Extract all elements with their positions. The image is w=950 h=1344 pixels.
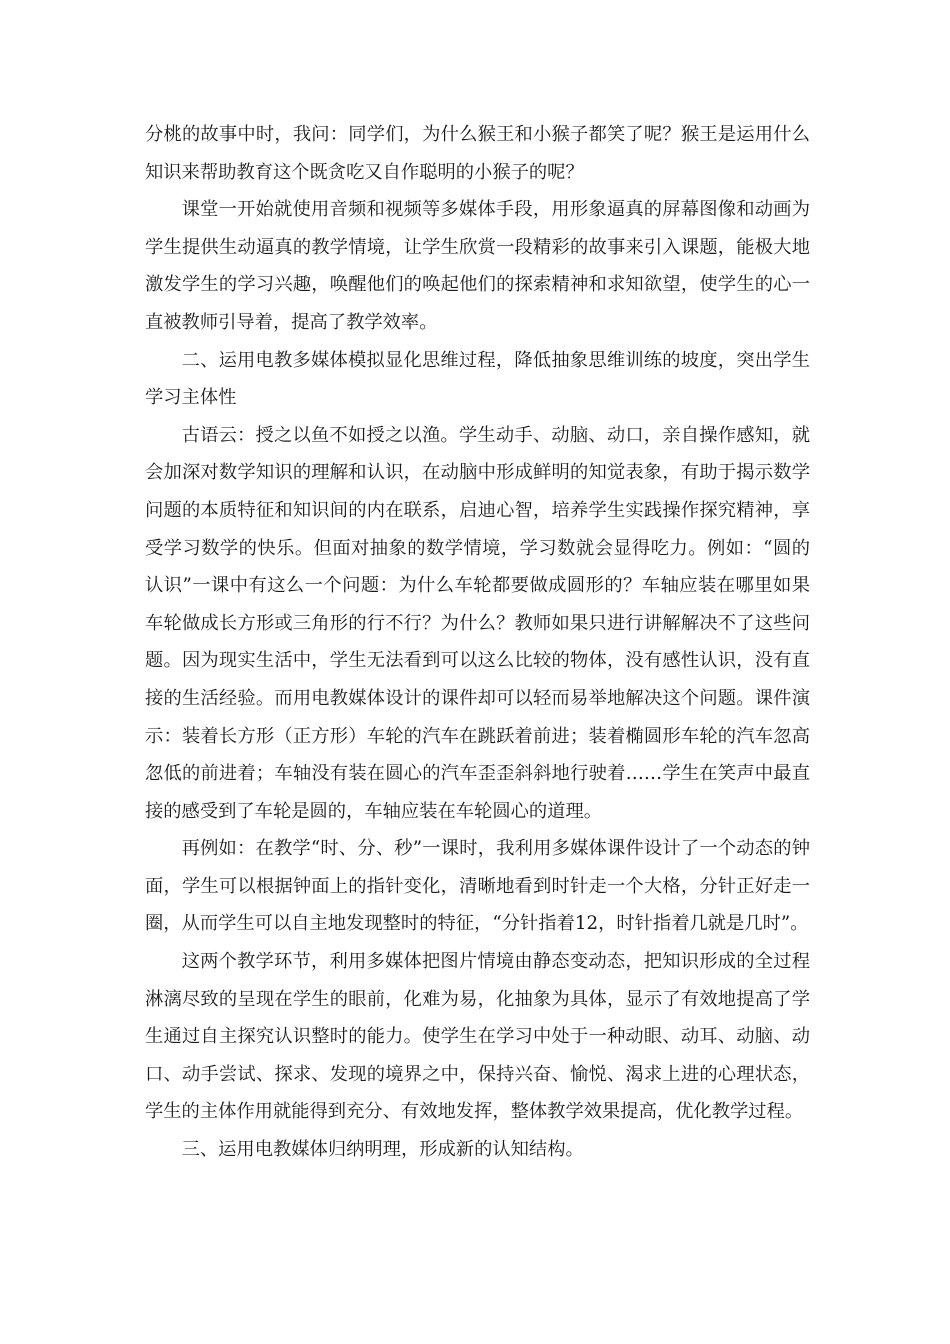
paragraph-summary: 这两个教学环节，利用多媒体把图片情境由静态变动态，把知识形成的全过程淋漓尽致的呈现在学生的眼前，化难为易，化抽象为具体，显示了有效地提高了学生通过自主探究认识整时的能力。使学生在学习中处于一种动眼、动耳、动脑、动口、动手尝试、探求、发现的境界之中，保持兴奋、愉悦、渴求上进的心理状态，学生的主体作用就能得到充分、有效地发挥，整体教学效果提高，优化教学过程。: [145, 951, 810, 1123]
section-heading-3: 三、运用电教媒体归纳明理，形成新的认知结构。: [181, 1139, 584, 1161]
paragraph-wheel-example: 古语云：授之以鱼不如授之以渔。学生动手、动脑、动口，亲自操作感知，就会加深对数学知识的理解和认识，在动脑中形成鲜明的知觉表象，有助于揭示数学问题的本质特征和知识间的内在联系，启迪心智，培养学生实践操作探究精神，享受学习数学的快乐。但面对抽象的数学情境，学习数就会显得吃力。例如：“圆的认识”一课中有这么一个问题：为什么车轮都要做成圆形的？车轴应装在哪里如果车轮做成长方形或三角形的行不行？为什么？教师如果只进行讲解解决不了这些问题。因为现实生活中，学生无法看到可以这么比较的物体，没有感性认识，没有直接的生活经验。而用电教媒体设计的课件却可以轻而易举地解决这个问题。课件演示：装着长方形（正方形）车轮的汽车在跳跃着前进；装着椭圆形车轮的汽车忽高忽低的前进着；车轴没有装在圆心的汽车歪歪斜斜地行驶着……学生在笑声中最直接的感受到了车轮是圆的，车轴应装在车轮圆心的道理。: [145, 424, 810, 822]
document-body: [145, 116, 810, 1169]
paragraph-story-question: 分桃的故事中时，我问：同学们，为什么猴王和小猴子都笑了呢？猴王是运用什么知识来帮助教育这个既贪吃又自作聪明的小猴子的呢？: [145, 124, 810, 183]
section-heading-2: 二、运用电教多媒体模拟显化思维过程，降低抽象思维训练的坡度，突出学生学习主体性: [145, 349, 810, 409]
paragraph-multimedia-intro: 课堂一开始就使用音频和视频等多媒体手段，用形象逼真的屏幕图像和动画为学生提供生动逼真的教学情境，让学生欣赏一段精彩的故事来引入课题，能极大地激发学生的学习兴趣，唤醒他们的唤起他们的探索精神和求知欲望，使学生的心一直被教师引导着，提高了教学效率。: [145, 199, 810, 333]
paragraph-clock-example: 再例如：在教学“时、分、秒”一课时，我利用多媒体课件设计了一个动态的钟面，学生可以根据钟面上的指针变化，清晰地看到时针走一个大格，分针正好走一圈，从而学生可以自主地发现整时的特征，“分针指着12，时针指着几就是几时”。: [145, 838, 810, 935]
